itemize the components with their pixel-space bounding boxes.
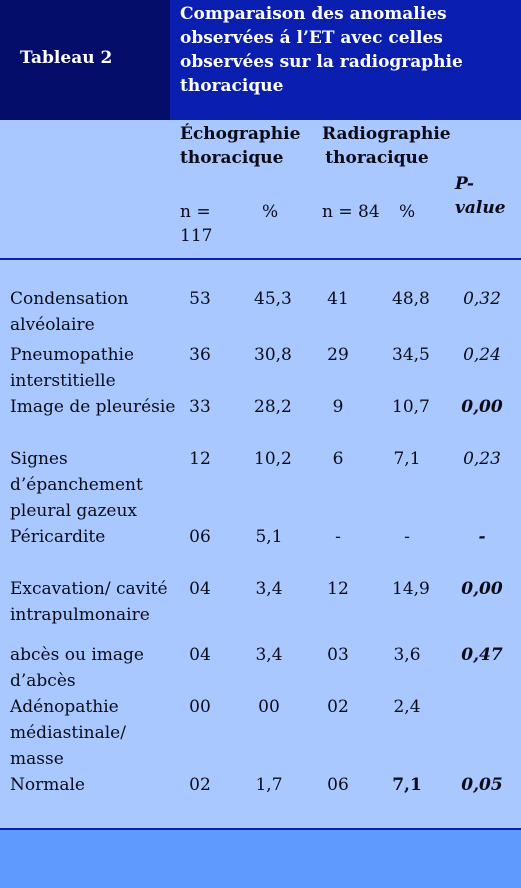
table-label: Tableau 2 (20, 48, 113, 68)
row-label: abcès ou image d’abcès (10, 645, 144, 691)
row-label: Image de pleurésie (10, 397, 176, 417)
echo-percent: 10,2 (254, 449, 292, 469)
p-value: 0,32 (463, 289, 501, 309)
radio-count: - (335, 527, 341, 547)
echo-percent: 30,8 (254, 345, 292, 365)
p-value: 0,23 (463, 449, 501, 469)
row-label: Signes d’épanchement pleural gazeux (10, 449, 143, 521)
radio-percent: 7,1 (393, 449, 421, 469)
echo-count: 00 (189, 697, 211, 717)
echo-count: 36 (189, 345, 211, 365)
radio-pct-header: % (399, 202, 416, 222)
radio-n-header: n = 84 (322, 202, 380, 222)
row-label: Adénopathie médiastinale/ masse (10, 697, 126, 769)
radio-percent: 7,1 (392, 775, 422, 795)
row-label: Excavation/ cavité intrapulmonaire (10, 579, 168, 625)
echo-percent: 1,7 (255, 775, 283, 795)
p-value: 0,24 (463, 345, 501, 365)
group-radio: Radiographie thoracique (322, 124, 451, 168)
row-label: Péricardite (10, 527, 106, 547)
p-value: 0,47 (461, 645, 503, 665)
radio-count: 9 (332, 397, 344, 417)
radio-count: 12 (327, 579, 349, 599)
echo-count: 02 (189, 775, 211, 795)
radio-percent: 3,6 (393, 645, 421, 665)
row-label: Condensation alvéolaire (10, 289, 129, 335)
table-title-cell (170, 0, 521, 120)
p-value: 0,00 (461, 397, 503, 417)
table-label-cell (0, 0, 170, 120)
echo-count: 33 (189, 397, 211, 417)
radio-count: 06 (327, 775, 349, 795)
p-value: - (478, 527, 486, 547)
p-value: 0,05 (461, 775, 503, 795)
radio-count: 29 (327, 345, 349, 365)
echo-pct-header: % (262, 202, 279, 222)
echo-count: 12 (189, 449, 211, 469)
row-label: Pneumopathie interstitielle (10, 345, 135, 391)
table-footer (0, 830, 521, 888)
echo-percent: 3,4 (255, 579, 283, 599)
pvalue-header: P-value (455, 174, 506, 218)
radio-percent: 14,9 (392, 579, 430, 599)
table-title: Comparaison des anomalies observées á l’ET avec celles observées sur la radiographie thoracique (180, 4, 463, 96)
group-echo: Échographie thoracique (180, 124, 301, 168)
echo-percent: 00 (258, 697, 280, 717)
echo-percent: 5,1 (255, 527, 283, 547)
header-divider (0, 258, 521, 260)
radio-percent: 10,7 (392, 397, 430, 417)
radio-count: 41 (327, 289, 349, 309)
radio-count: 03 (327, 645, 349, 665)
radio-count: 6 (332, 449, 344, 469)
echo-count: 53 (189, 289, 211, 309)
row-label: Normale (10, 775, 85, 795)
echo-count: 04 (189, 579, 211, 599)
echo-percent: 45,3 (254, 289, 292, 309)
radio-percent: 48,8 (392, 289, 430, 309)
echo-n-header: n = 117 (180, 202, 213, 246)
echo-count: 06 (189, 527, 211, 547)
radio-count: 02 (327, 697, 349, 717)
echo-percent: 28,2 (254, 397, 292, 417)
radio-percent: - (404, 527, 410, 547)
p-value: 0,00 (461, 579, 503, 599)
echo-percent: 3,4 (255, 645, 283, 665)
radio-percent: 34,5 (392, 345, 430, 365)
radio-percent: 2,4 (393, 697, 421, 717)
echo-count: 04 (189, 645, 211, 665)
